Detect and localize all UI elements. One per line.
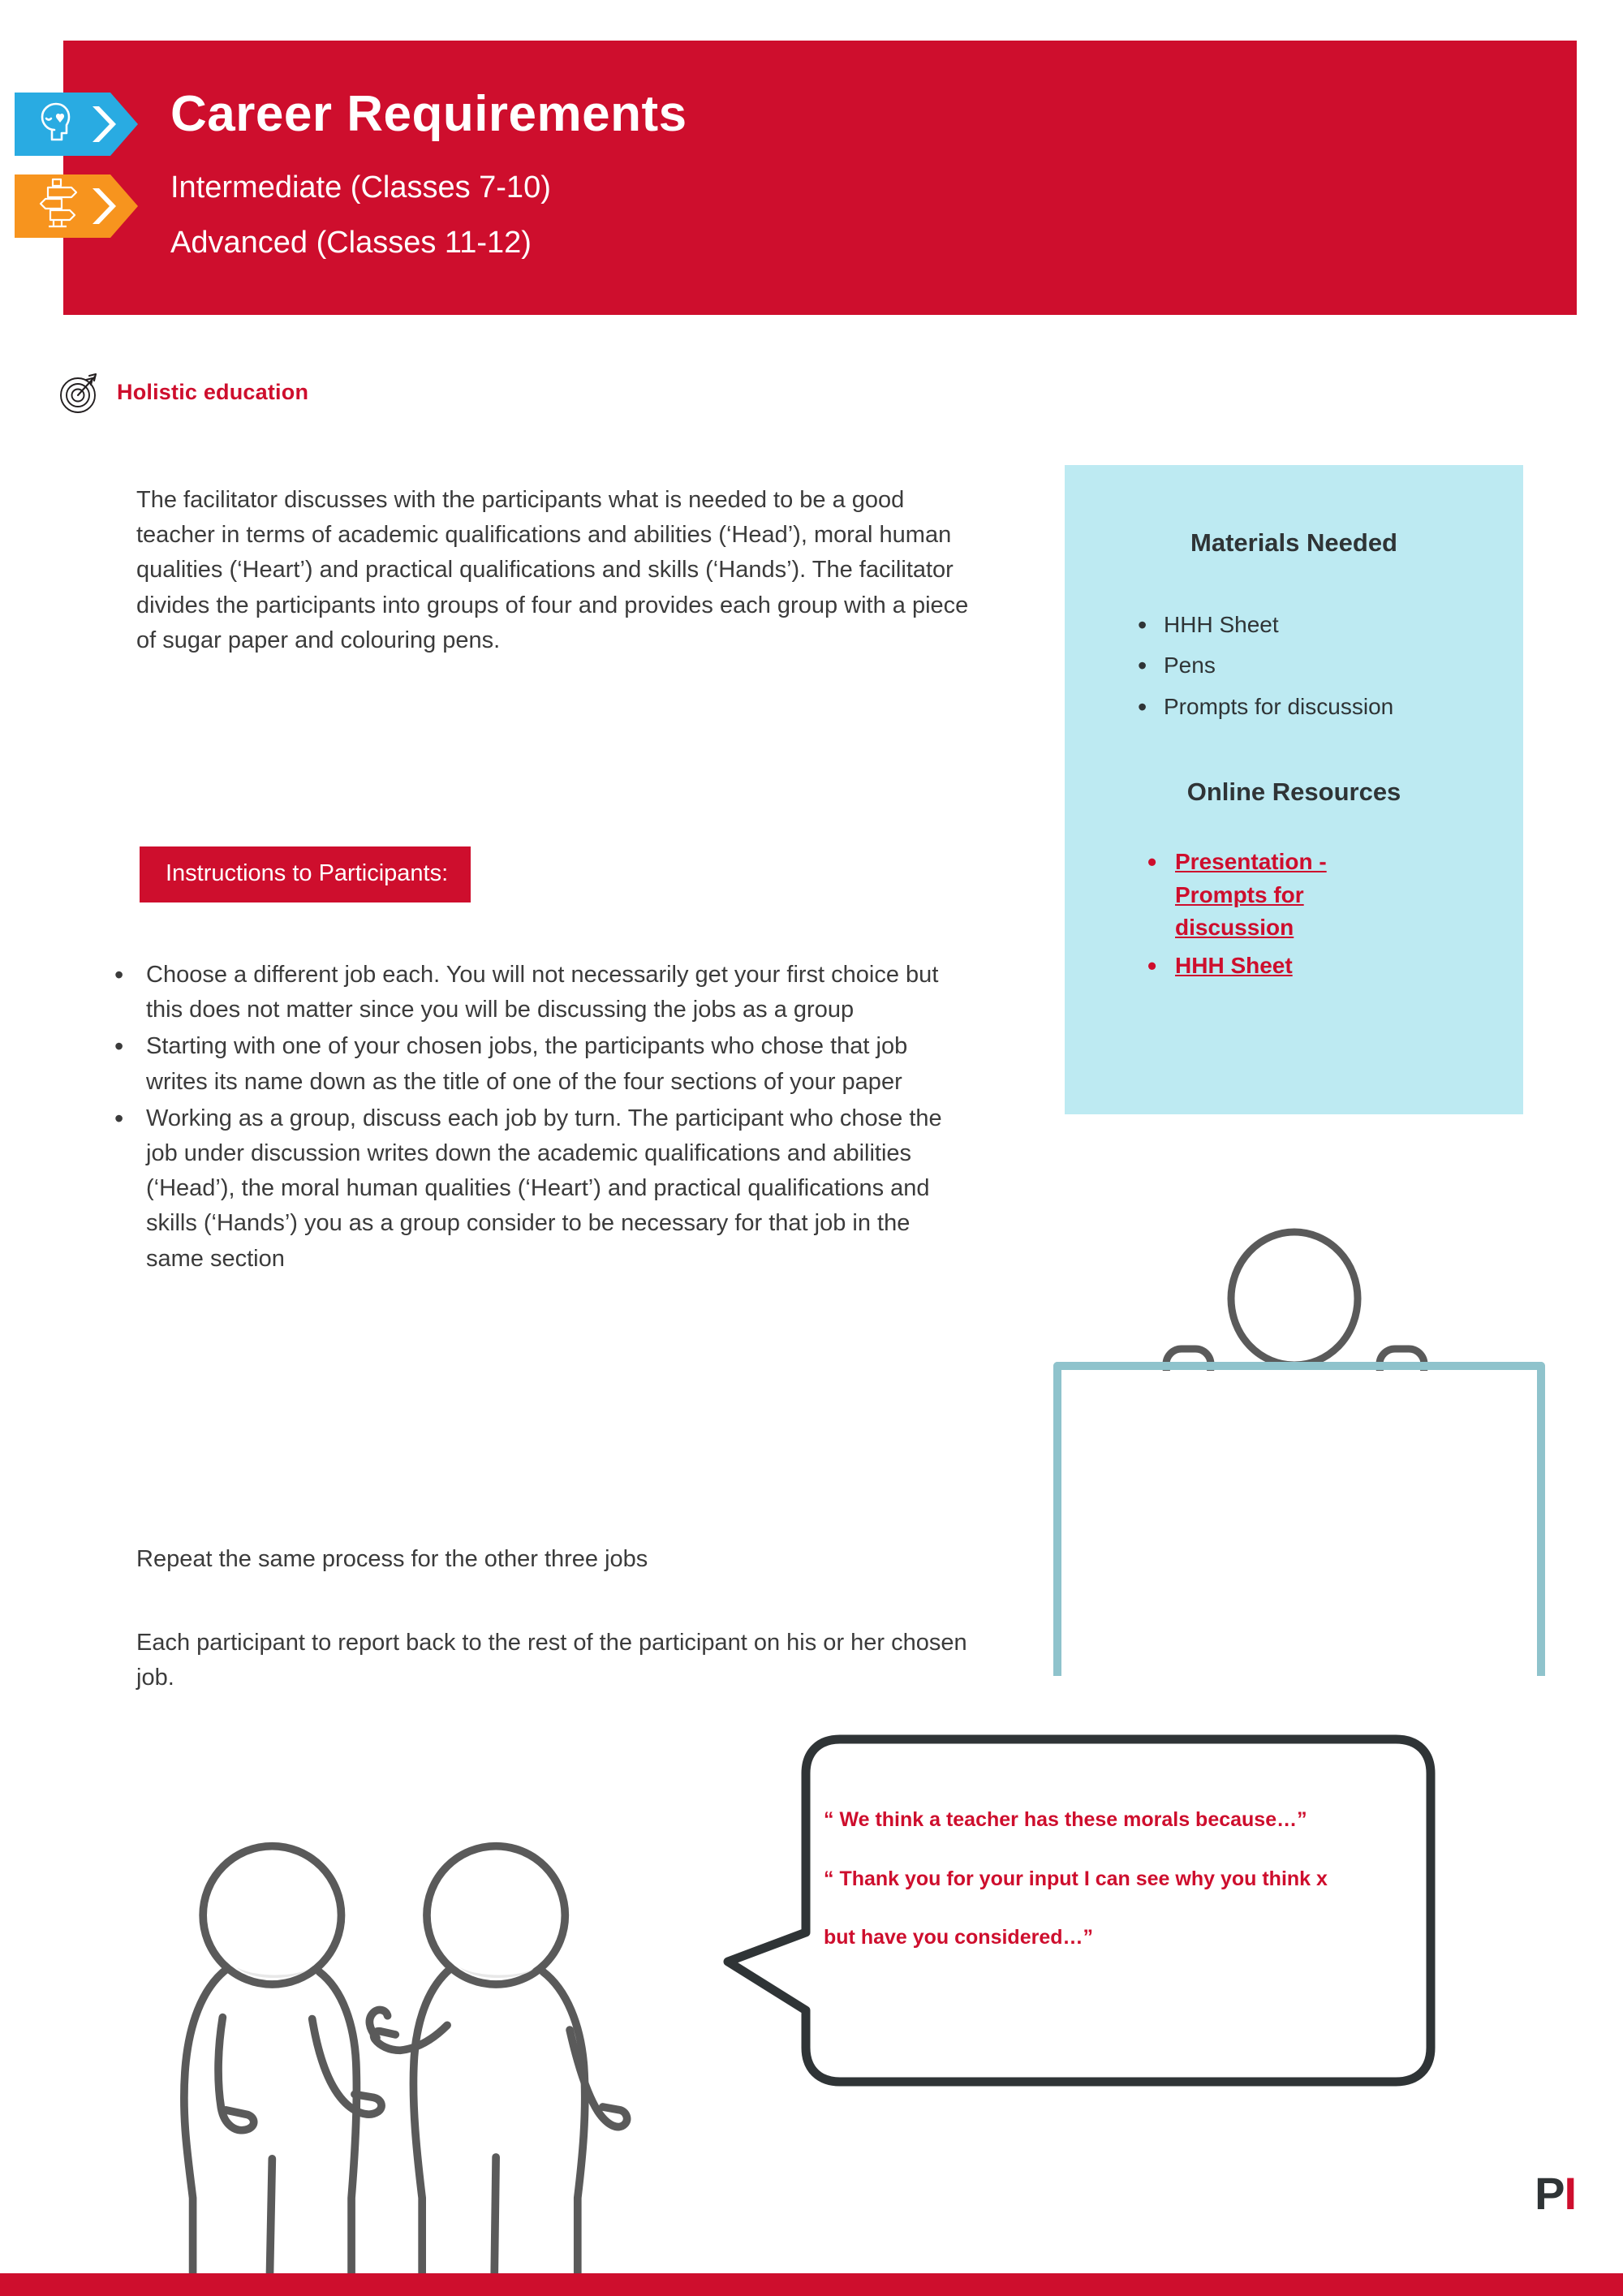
person-behind-flipchart-illustration: [1043, 1221, 1562, 1676]
head-with-heart-icon: [15, 93, 144, 156]
people-svg: [150, 1790, 653, 2277]
list-item: • Pens: [1131, 645, 1523, 686]
list-item: • Prompts for discussion: [1131, 687, 1523, 727]
list-item[interactable]: [1143, 846, 1410, 945]
list-item: • HHH Sheet: [1131, 605, 1523, 645]
speech-line-2: “ Thank you for your input I can see why you think x: [824, 1867, 1328, 1890]
list-item: • Working as a group, discuss each job by turn. The participant who chose the job under discussion writes down the academic qualifications and abilities (‘Head’), the moral human qualities (‘Heart’) and practical qualifications and skills (‘Hands’) you as a group consider to be necessary for that job in the same section: [101, 1101, 974, 1277]
header-chevron-blue: [15, 93, 144, 156]
materials-title: Materials Needed: [1190, 528, 1397, 557]
logo-p: P: [1535, 2168, 1565, 2219]
intro-paragraph: The facilitator discusses with the participants what is needed to be a good teacher in terms of academic qualifications and abilities (‘Head’), moral human qualities (‘Heart’) and practical qualifications and skills (‘Hands’). The facilitator divides the participants into groups of four and provides each group with a piece of sugar paper and colouring pens.: [136, 487, 969, 653]
list-item: • Starting with one of your chosen jobs, the participants who chose that job writes its name down as the title of one of the four sections of your paper: [101, 1029, 974, 1099]
page-title: Career Requirements: [170, 86, 687, 142]
two-people-talking-illustration: [150, 1790, 653, 2277]
signpost-icon: [15, 174, 144, 238]
closing-paragraph-1: Repeat the same process for the other three jobs: [136, 1546, 648, 1572]
speech-line-1: “ We think a teacher has these morals because…”: [824, 1808, 1307, 1831]
online-resources-title: Online Resources: [1186, 778, 1401, 807]
section-heading-label: Holistic education: [117, 379, 309, 404]
section-heading: [57, 369, 308, 415]
resource-link-presentation[interactable]: Presentation - Prompts for discussion: [1175, 849, 1327, 941]
resource-link-hhh-sheet[interactable]: HHH Sheet: [1175, 952, 1293, 978]
materials-list: [1131, 605, 1523, 727]
speech-bubble-text: [824, 1806, 1408, 1952]
pi-logo: [1535, 2168, 1576, 2219]
footer-bar: [0, 2273, 1623, 2296]
list-item: • Choose a different job each. You will not necessarily get your first choice but this does not matter since you will be discussing the jobs as a group: [101, 958, 974, 1027]
header-chevron-orange: [15, 174, 144, 238]
speech-line-3: but have you considered…”: [824, 1926, 1094, 1949]
online-resources-list: [1143, 846, 1523, 982]
flipchart-svg: [1043, 1221, 1562, 1676]
header-subtitle-advanced: Advanced (Classes 11-12): [170, 226, 532, 260]
target-arrow-icon: [57, 369, 102, 415]
materials-needed-box: [1065, 465, 1523, 1114]
logo-i: I: [1564, 2168, 1576, 2219]
list-item[interactable]: [1143, 950, 1410, 983]
header-subtitle-intermediate: Intermediate (Classes 7-10): [170, 170, 551, 205]
closing-paragraph-2: Each participant to report back to the rest of the participant on his or her chosen job.: [136, 1630, 967, 1691]
instructions-banner: Instructions to Participants:: [140, 846, 471, 902]
instructions-list: [101, 958, 974, 1278]
